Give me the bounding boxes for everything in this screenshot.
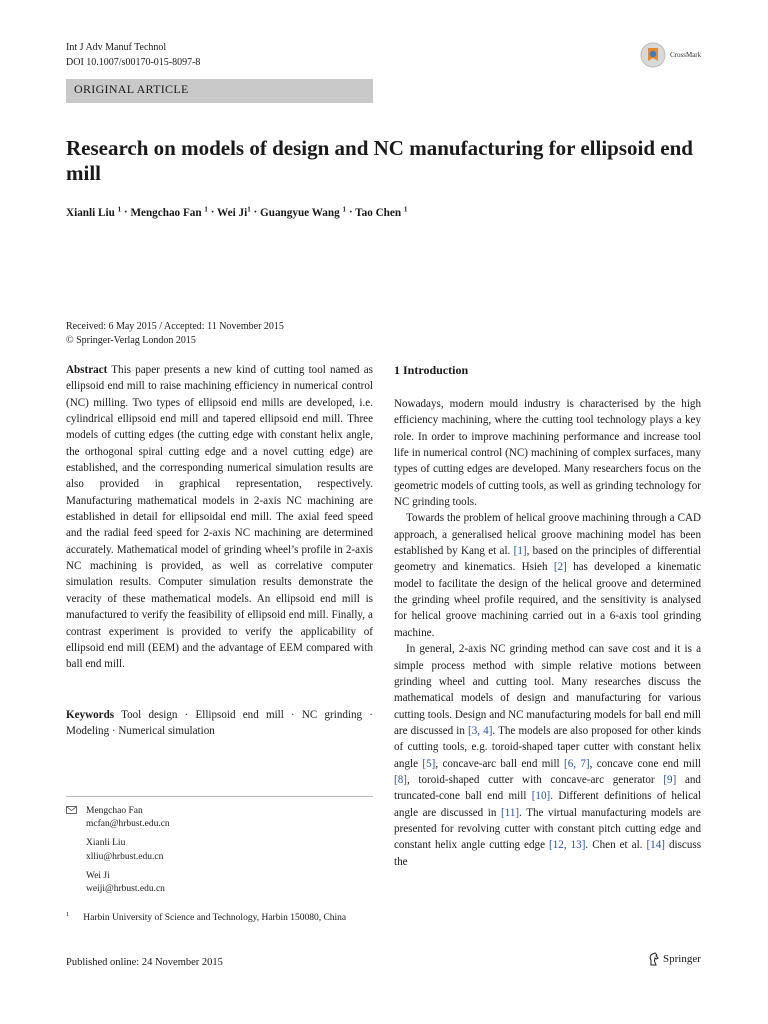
- contact-name: Mengchao Fan: [86, 806, 143, 816]
- contact-email[interactable]: weiji@hrbust.edu.cn: [86, 884, 165, 895]
- author[interactable]: Mengchao Fan $^1$: [130, 205, 208, 219]
- keywords-text: Tool design · Ellipsoid end mill · NC grinding · Modeling · Numerical simulation: [66, 708, 373, 737]
- citation-link[interactable]: [12, 13]: [549, 839, 586, 852]
- doi[interactable]: DOI 10.1007/s00170-015-8097-8: [66, 57, 201, 68]
- citation-link[interactable]: [11]: [501, 806, 520, 819]
- published-online: Published online: 24 November 2015: [66, 957, 223, 968]
- intro-paragraph-3: [394, 641, 701, 870]
- citation-link[interactable]: [5]: [422, 757, 436, 770]
- author[interactable]: Xianli Liu $^1$: [66, 205, 122, 219]
- text-segment: Towards the problem of helical groove machining through a CAD approach, a generalised helical groove machining model has been established by Kang et al.: [394, 512, 701, 558]
- copyright: © Springer-Verlag London 2015: [66, 335, 196, 346]
- received-accepted: Received: 6 May 2015 / Accepted: 11 November 2015: [66, 321, 284, 332]
- crossmark-label: CrossMark: [670, 51, 702, 59]
- author-separator: ·: [348, 206, 353, 219]
- contact-item: [66, 837, 373, 863]
- intro-paragraph-2: [394, 510, 701, 641]
- author[interactable]: Tao Chen $^1$: [355, 205, 408, 219]
- corresponding-author: [66, 805, 373, 831]
- author-list: [66, 205, 407, 219]
- citation-link[interactable]: [14]: [646, 839, 665, 852]
- abstract-text: This paper presents a new kind of cutting tool named as ellipsoid end mill to raise machining efficiency in numerical control (NC) milling. Two types of ellipsoid end mills are developed, i.e. cylindrical ellipsoid end mill and tapered ellipsoid end mill. Three models of cutting edges (the cutting edge with constant helix angle, the orthogonal spiral cutting edge and a novel cutting edge) are established, and the corresponding numerical simulation results are also provided in graphical representation, respectively. Manufacturing mathematical models in 2-axis NC machining are established in detail for ellipsoidal end mill. The axial feed speed and the radial feed speed for 2-axis NC machining are determined accurately. Mathematical model of grinding wheel’s profile in 2-axis NC machining is provided, as well as correlative computer simulation results. Computer simulation results demonstrate the veracity of these mathematical models. An ellipsoid end mill is manufactured to verify the feasibility of ellipsoid end mill. Finally, a contrast experiment is provided to verify the applicability of ellipsoid end mill (EEM) and the advantage of EEM compared with ball end mill.: [66, 364, 373, 671]
- crossmark-icon: [640, 42, 666, 68]
- citation-link[interactable]: [2]: [553, 561, 567, 574]
- publisher-logo: [648, 952, 701, 966]
- author-separator: ·: [123, 206, 128, 219]
- text-segment: . Chen et al.: [585, 839, 647, 852]
- citation-link[interactable]: [1]: [513, 545, 527, 558]
- affiliation-number: 1: [66, 911, 70, 918]
- citation-link[interactable]: [6, 7]: [564, 757, 590, 770]
- keywords-label: Keywords: [66, 708, 115, 721]
- text-segment: . Different definitions of helical angle are discussed in: [394, 790, 701, 819]
- springer-horse-icon: [648, 952, 660, 966]
- left-column: [66, 362, 373, 739]
- right-column: [394, 362, 701, 870]
- keywords: [66, 707, 373, 740]
- crossmark-link[interactable]: [640, 42, 701, 68]
- citation-link[interactable]: [10]: [531, 790, 551, 803]
- citation-link[interactable]: [9]: [663, 773, 677, 786]
- envelope-icon: [66, 806, 77, 814]
- intro-paragraph-1: Nowadays, modern mould industry is characterised by the high efficiency machining, where the cutting tool technology plays a key role. In order to improve machining performance and increase tool life in numerical control (NC) machining of complex surfaces, many types of cutting edges are developed. Many researchers focus on the geometric models of cutting tools, as well as grinding technology for NC grinding tools.: [394, 398, 701, 509]
- text-segment: In general, 2-axis NC grinding method can save cost and it is a simple process method with simple relative motions between grinding wheel and cutting tool. Many researches discuss the mathematical models of design and manufacturing for various cutting tools. Design and NC manufacturing models for ball end mill are discussed in: [394, 643, 701, 737]
- contact-email[interactable]: mcfan@hrbust.edu.cn: [86, 819, 170, 830]
- affiliation: [66, 908, 373, 925]
- author-separator: ·: [210, 206, 215, 219]
- article-title: Research on models of design and NC manufacturing for ellipsoid end mill: [66, 136, 693, 185]
- section-heading: 1 Introduction: [394, 363, 469, 377]
- text-segment: , toroid-shaped cutter with concave-arc generator: [406, 773, 664, 786]
- abstract-label: Abstract: [66, 364, 108, 376]
- citation-link[interactable]: [8]: [394, 773, 407, 786]
- article-dates: [66, 320, 284, 348]
- publisher-name: Springer: [663, 953, 701, 965]
- text-segment: , concave cone end mill: [589, 757, 701, 770]
- contact-info: [66, 796, 373, 902]
- text-segment: , based on the principles of differential geometry and kinematics. Hsieh: [394, 545, 701, 574]
- text-segment: has developed a kinematic model to facilitate the design of the helical groove and determined the grinding wheel profile required, and the sensitivity is analysed for helical groove machining carried out in a 6-axis tool grinding machine.: [394, 561, 701, 639]
- text-segment: and truncated-cone ball end mill: [394, 773, 701, 803]
- journal-info: [66, 40, 200, 70]
- text-segment: . The virtual manufacturing models are presented for revolving cutter with constant pitch cutting edge and constant helix angle cutting edge: [394, 806, 701, 852]
- citation-link[interactable]: [3, 4]: [468, 724, 493, 737]
- text-segment: , concave-arc ball end mill: [435, 757, 564, 770]
- text-segment: . The models are also proposed for other kinds of cutting tools, e.g. toroid-shaped taper cutter with constant helix angle: [394, 724, 702, 770]
- contact-email[interactable]: xlliu@hrbust.edu.cn: [86, 851, 164, 862]
- contact-name: Wei Ji: [86, 870, 110, 881]
- article-type-banner: ORIGINAL ARTICLE: [66, 79, 373, 103]
- author[interactable]: Wei Ji$^1$: [217, 205, 251, 219]
- journal-name: Int J Adv Manuf Technol: [66, 42, 167, 53]
- affiliation-text: Harbin University of Science and Technology, Harbin 150080, China: [83, 913, 347, 924]
- author[interactable]: Guangyue Wang $^1$: [260, 205, 347, 219]
- contact-name: Xianli Liu: [86, 838, 126, 849]
- author-separator: ·: [253, 206, 258, 219]
- contact-item: [66, 870, 373, 896]
- abstract: [66, 362, 373, 673]
- text-segment: discuss the: [394, 839, 702, 868]
